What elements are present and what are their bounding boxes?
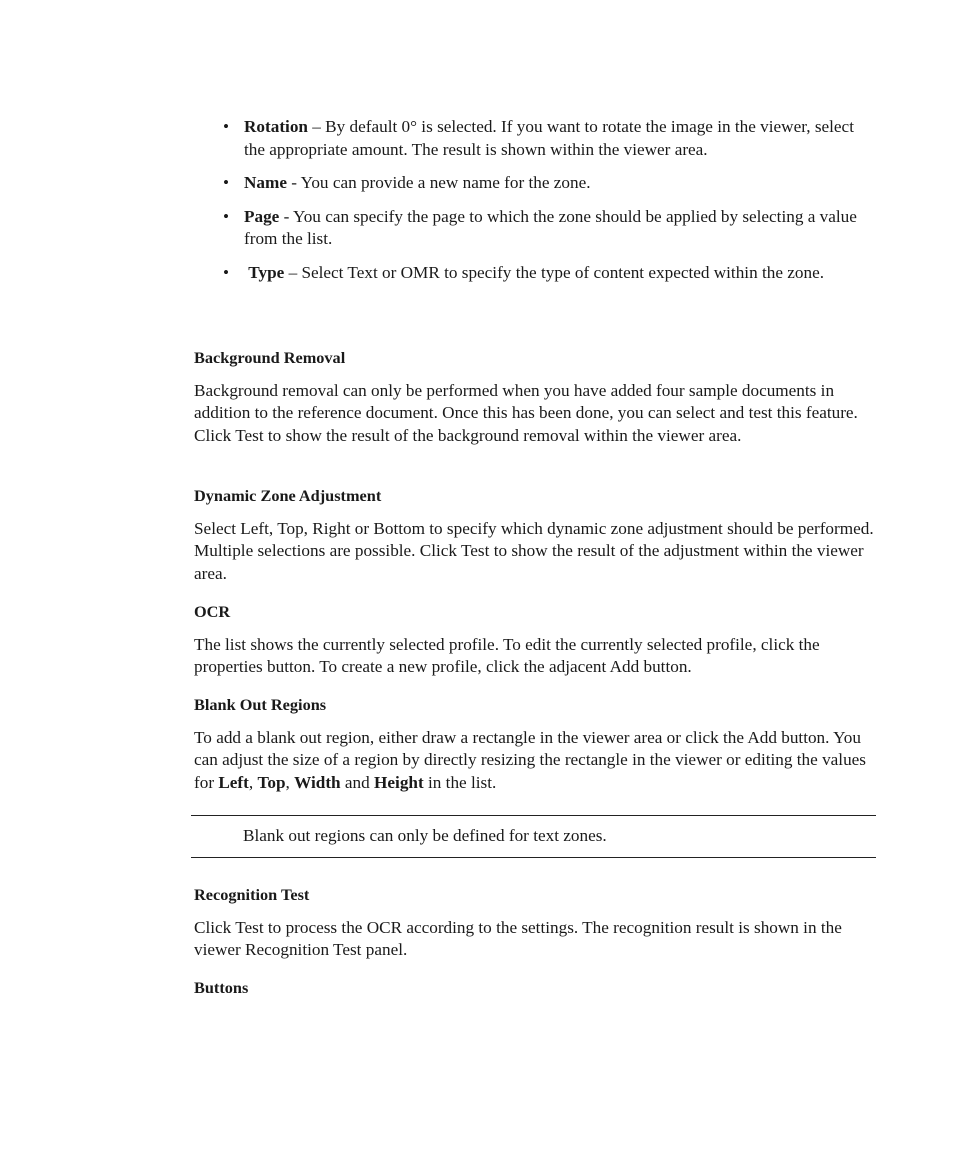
bullet-term: Page (244, 206, 280, 226)
section-heading: Blank Out Regions (194, 695, 327, 714)
note-text: Blank out regions can only be defined for text zones. (243, 826, 607, 845)
bullet-text: You can provide a new name for the zone. (300, 173, 591, 192)
section-heading: Buttons (194, 978, 249, 997)
section-blank-out-regions (194, 694, 879, 794)
bullet-term: Type (248, 262, 285, 282)
section-background-removal (194, 347, 879, 447)
section-dynamic-zone-adjustment (194, 485, 879, 585)
bullet-dot: • (223, 206, 230, 226)
bullet-text: You can specify the page to which the zone should be applied by selecting a value from the list. (244, 206, 857, 248)
section-paragraph: To add a blank out region, either draw a rectangle in the viewer area or click the Add button. You can adjust the size of a region by directly resizing the rectangle in the viewer or editing the values for Left, Top, Width and Height in the list. (194, 728, 866, 792)
section-heading: Dynamic Zone Adjustment (194, 486, 382, 505)
bullet-type: • Type – Select Text or OMR to specify the type of content expected within the zone. (222, 262, 872, 285)
bullet-dot: • (223, 173, 230, 192)
section-recognition-test (194, 884, 879, 962)
property-bullet-list (222, 116, 872, 295)
bullet-dot: • (223, 262, 230, 282)
bullet-text: By default 0° is selected. If you want to rotate the image in the viewer, select the appropriate amount. The result is shown within the viewer area. (244, 117, 854, 159)
note-box (191, 815, 876, 858)
section-ocr (194, 601, 879, 679)
bullet-name: • Name - You can provide a new name for the zone. (222, 172, 872, 195)
bullet-dot: • (223, 117, 230, 136)
section-buttons (194, 977, 879, 998)
section-paragraph: Select Left, Top, Right or Bottom to specify which dynamic zone adjustment should be performed. Multiple selections are possible. Click Test to show the result of the adjustment within the viewer area. (194, 519, 874, 583)
bullet-text: Select Text or OMR to specify the type of content expected within the zone. (301, 262, 825, 282)
section-paragraph: Click Test to process the OCR according to the settings. The recognition result is shown in the viewer Recognition Test panel. (194, 918, 842, 960)
bullet-rotation: • Rotation – By default 0° is selected. If you want to rotate the image in the viewer, select the appropriate amount. The result is shown within the viewer area. (223, 117, 854, 159)
bullet-term: Rotation (244, 117, 308, 136)
bullet-term: Name (244, 173, 287, 192)
section-heading: Recognition Test (194, 885, 310, 904)
section-heading: Background Removal (194, 348, 346, 367)
bullet-page: • Page - You can specify the page to which the zone should be applied by selecting a value from the list. (223, 206, 857, 248)
section-heading: OCR (194, 602, 231, 621)
section-paragraph: The list shows the currently selected profile. To edit the currently selected profile, click the properties button. To create a new profile, click the adjacent Add button. (194, 635, 820, 677)
section-paragraph: Background removal can only be performed when you have added four sample documents in addition to the reference document. Once this has been done, you can select and test this feature. Click Test to show the result of the background removal within the viewer area. (194, 381, 858, 445)
